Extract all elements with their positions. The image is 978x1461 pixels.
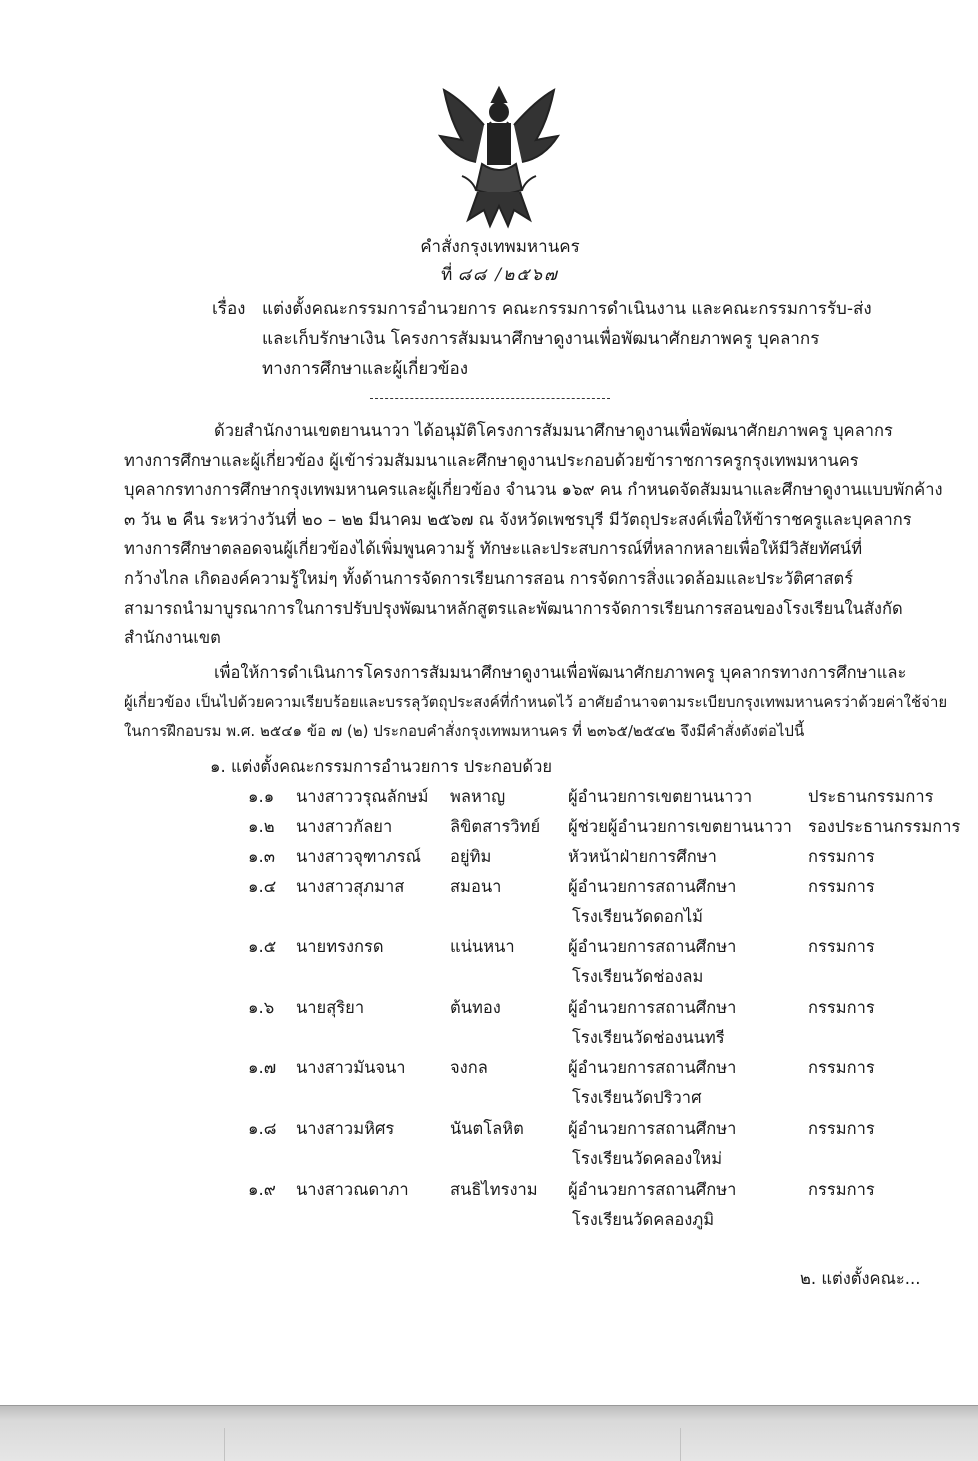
member-last-name: สนธิไทรงาม <box>450 1180 538 1199</box>
member-position: ผู้ช่วยผู้อำนวยการเขตยานนาวา <box>568 817 792 836</box>
member-number: ๑.๑ <box>248 787 275 806</box>
member-role: ประธานกรรมการ <box>808 787 934 806</box>
member-number: ๑.๙ <box>248 1180 276 1199</box>
paragraph-line: ด้วยสำนักงานเขตยานนาวา ได้อนุมัติโครงการสัมมนาศึกษาดูงานเพื่อพัฒนาศักยภาพครู บุคลากร <box>214 421 893 440</box>
member-role: กรรมการ <box>808 847 875 866</box>
member-first-name: นายสุริยา <box>296 998 365 1017</box>
member-position: ผู้อำนวยการสถานศึกษา <box>568 998 737 1017</box>
table-row <box>0 872 978 932</box>
member-number: ๑.๖ <box>248 998 275 1017</box>
order-number-line <box>330 264 670 286</box>
member-role: รองประธานกรรมการ <box>808 817 961 836</box>
table-row <box>0 1114 978 1174</box>
member-role: กรรมการ <box>808 877 875 896</box>
member-position: หัวหน้าฝ่ายการศึกษา <box>568 847 717 866</box>
member-number: ๑.๓ <box>248 847 275 866</box>
paragraph-line: สามารถนำมาบูรณาการในการปรับปรุงพัฒนาหลักสูตรและพัฒนาการจัดการเรียนการสอนของโรงเรียนในสังกัด <box>124 598 903 618</box>
table-row <box>0 993 978 1053</box>
member-first-name: นางสาวมันจนา <box>296 1058 406 1077</box>
order-title: คำสั่งกรุงเทพมหานคร <box>420 237 580 257</box>
paragraph-1 <box>124 416 943 653</box>
garuda-emblem-icon <box>432 80 566 230</box>
member-role: กรรมการ <box>808 1058 875 1077</box>
member-last-name: แน่นหนา <box>450 937 515 956</box>
subject-line: แต่งตั้งคณะกรรมการอำนวยการ คณะกรรมการดำเนินงาน และคณะกรรมการรับ-ส่ง <box>262 299 872 319</box>
subject-line: และเก็บรักษาเงิน โครงการสัมมนาศึกษาดูงานเพื่อพัฒนาศักยภาพครู บุคลากร <box>262 329 820 349</box>
continuation-text: ๒. แต่งตั้งคณะ... <box>800 1269 921 1288</box>
member-last-name: นันตโลหิต <box>450 1119 524 1138</box>
member-last-name: อยู่ทิม <box>450 847 492 866</box>
paragraph-line: ทางการศึกษาและผู้เกี่ยวข้อง ผู้เข้าร่วมสัมมนาและศึกษาดูงานประกอบด้วยข้าราชการครูกรุงเทพมหานคร <box>124 450 859 470</box>
member-position: ผู้อำนวยการเขตยานนาวา <box>568 787 753 806</box>
paragraph-line: สำนักงานเขต <box>124 628 221 648</box>
divider <box>370 398 610 399</box>
member-number: ๑.๔ <box>248 877 277 896</box>
member-last-name: ลิขิตสารวิทย์ <box>450 817 541 836</box>
order-number-prefix: ที่ <box>441 265 453 285</box>
member-role: กรรมการ <box>808 1119 875 1138</box>
paragraph-line: กว้างไกล เกิดองค์ความรู้ใหม่ๆ ทั้งด้านการจัดการเรียนการสอน การจัดการสิ่งแวดล้อมและประวัติศาสตร์ <box>124 568 854 588</box>
member-last-name: สมอนา <box>450 877 502 896</box>
member-position: ผู้อำนวยการสถานศึกษา <box>568 1180 737 1199</box>
member-last-name: ต้นทอง <box>450 998 501 1017</box>
member-school: โรงเรียนวัดคลองภูมิ <box>572 1210 715 1229</box>
paragraph-line: ผู้เกี่ยวข้อง เป็นไปด้วยความเรียบร้อยและบรรลุวัตถุประสงค์ที่กำหนดไว้ อาศัยอำนาจตามระเบียบกรุงเทพมหานครว่าด้วยค่าใช้จ่าย <box>124 692 948 711</box>
member-first-name: นางสาวสุภมาส <box>296 877 405 896</box>
table-row <box>0 1175 978 1235</box>
member-school: โรงเรียนวัดดอกไม้ <box>572 907 704 926</box>
member-first-name: นางสาวกัลยา <box>296 817 393 836</box>
member-school: โรงเรียนวัดช่องนนทรี <box>572 1028 725 1047</box>
paragraph-line: เพื่อให้การดำเนินการโครงการสัมมนาศึกษาดูงานเพื่อพัฒนาศักยภาพครู บุคลากรทางการศึกษาและ <box>214 663 907 682</box>
member-school: โรงเรียนวัดคลองใหม่ <box>572 1149 723 1168</box>
member-number: ๑.๒ <box>248 817 275 836</box>
paragraph-2 <box>124 658 947 747</box>
paragraph-line: ๓ วัน ๒ คืน ระหว่างวันที่ ๒๐ – ๒๒ มีนาคม ๒๕๖๗ ณ จังหวัดเพชรบุรี มีวัตถุประสงค์เพื่อให้ข้าราชครูและบุคลากร <box>124 509 912 529</box>
member-school: โรงเรียนวัดปริวาศ <box>572 1088 702 1107</box>
member-role: กรรมการ <box>808 998 875 1017</box>
member-last-name: พลหาญ <box>450 787 506 806</box>
member-number: ๑.๗ <box>248 1058 277 1077</box>
section-1-title: ๑. แต่งตั้งคณะกรรมการอำนวยการ ประกอบด้วย <box>210 757 553 776</box>
member-role: กรรมการ <box>808 937 875 956</box>
member-first-name: นางสาวมหิศร <box>296 1119 395 1138</box>
paragraph-line: ในการฝึกอบรม พ.ศ. ๒๕๔๑ ข้อ ๗ (๒) ประกอบคำสั่งกรุงเทพมหานคร ที่ ๒๓๖๕/๒๕๔๒ จึงมีคำสั่งดังต่อไปนี้ <box>124 722 805 741</box>
paragraph-line: บุคลากรทางการศึกษากรุงเทพมหานครและผู้เกี่ยวข้อง จำนวน ๑๖๙ คน กำหนดจัดสัมมนาและศึกษาดูงานแบบพักค้าง <box>124 480 943 500</box>
subject-line: ทางการศึกษาและผู้เกี่ยวข้อง <box>262 359 469 379</box>
paragraph-line: ทางการศึกษาตลอดจนผู้เกี่ยวข้องได้เพิ่มพูนความรู้ ทักษะและประสบการณ์ที่หลากหลายเพื่อให้มีวิสัยทัศน์ที่ <box>124 539 863 559</box>
member-number: ๑.๘ <box>248 1119 277 1138</box>
member-first-name: นายทรงกรด <box>296 937 384 956</box>
member-first-name: นางสาววรุณลักษม์ <box>296 787 429 806</box>
divider <box>224 1428 225 1461</box>
member-position: ผู้อำนวยการสถานศึกษา <box>568 1058 737 1077</box>
order-number: ๘๘ /๒๕๖๗ <box>457 265 559 285</box>
table-row <box>0 932 978 992</box>
member-first-name: นางสาวจุฑาภรณ์ <box>296 847 421 866</box>
subject-label: เรื่อง <box>212 299 246 319</box>
member-position: ผู้อำนวยการสถานศึกษา <box>568 937 737 956</box>
member-role: กรรมการ <box>808 1180 875 1199</box>
viewer-bottom-bar <box>0 1405 978 1461</box>
member-school: โรงเรียนวัดช่องลม <box>572 967 704 986</box>
member-position: ผู้อำนวยการสถานศึกษา <box>568 1119 737 1138</box>
divider <box>680 1428 681 1461</box>
member-last-name: จงกล <box>450 1058 488 1077</box>
member-position: ผู้อำนวยการสถานศึกษา <box>568 877 737 896</box>
member-first-name: นางสาวณดาภา <box>296 1180 409 1199</box>
member-number: ๑.๕ <box>248 937 277 956</box>
table-row <box>0 1053 978 1113</box>
